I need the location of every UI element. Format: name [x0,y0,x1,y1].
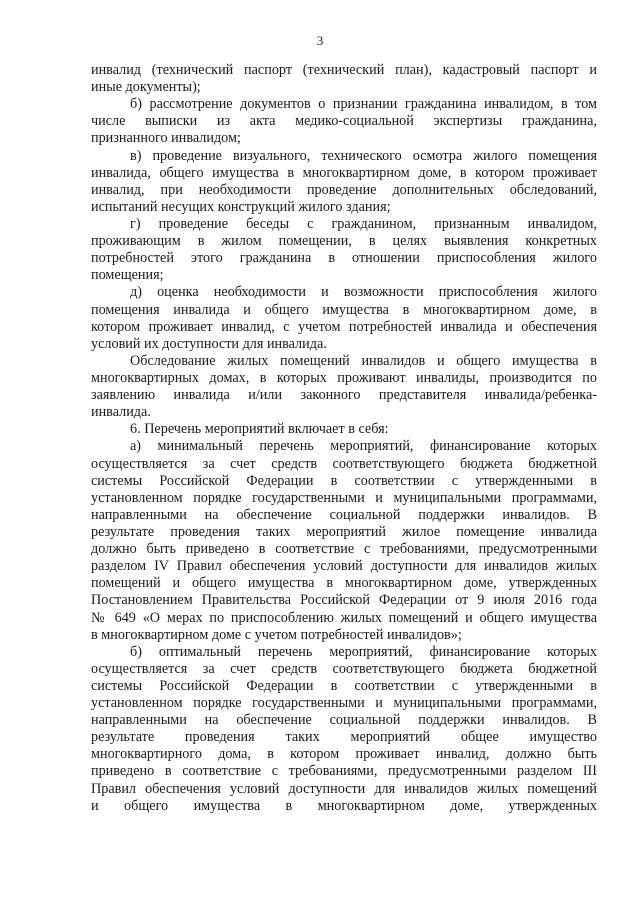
text-line: испытаний несущих конструкций жилого здания; [91,198,391,215]
text-line: заявлению инвалида и/или законного представителя инвалида/ребенка- [91,387,597,404]
text-line: результате проведения таких мероприятий жилое помещение инвалида [91,523,597,540]
text-line: инвалида, общего имущества в многоквартирном доме, в котором проживает [91,164,597,181]
text-line: в) проведение визуального, технического осмотра жилого помещения [130,147,597,164]
text-line: а) минимальный перечень мероприятий, финансирование которых [130,438,597,455]
text-line: котором проживает инвалид, с учетом потребностей инвалида и обеспечения [91,318,597,335]
text-line: инвалида. [91,404,151,421]
text-line: осуществляется за счет средств соответствующего бюджета бюджетной [91,455,597,472]
text-line: инвалид, при необходимости проведение дополнительных обследований, [91,181,597,198]
text-line: б) рассмотрение документов о признании гражданина инвалидом, в том [130,96,597,113]
text-line: должно быть приведено в соответствие с требованиями, предусмотренными [91,541,597,558]
text-line: направленными на обеспечение социальной поддержки инвалидов. В [91,506,597,523]
text-line: Обследование жилых помещений инвалидов и общего имущества в [130,352,597,369]
text-line: признанного инвалидом; [91,130,241,147]
text-line: г) проведение беседы с гражданином, признанным инвалидом, [130,215,597,232]
text-line: и общего имущества в многоквартирном доме, утвержденных [91,797,597,814]
text-line: осуществляется за счет средств соответствующего бюджета бюджетной [91,660,597,677]
text-line: б) оптимальный перечень мероприятий, финансирование которых [130,643,597,660]
text-line: условий их доступности для инвалида. [91,335,327,352]
text-line: системы Российской Федерации в соответствии с утвержденными в [91,472,597,489]
body-text [91,62,597,815]
text-line: проживающим в жилом помещении, в целях выявления конкретных [91,233,597,250]
text-line: № 649 «О мерах по приспособлению жилых помещений и общего имущества [91,609,597,626]
text-line: числе выписки из акта медико-социальной экспертизы гражданина, [91,113,597,130]
text-line: 6. Перечень мероприятий включает в себя: [130,421,389,438]
text-line: установленном порядке государственными и муниципальными программами, [91,489,597,506]
text-line: д) оценка необходимости и возможности приспособления жилого [130,284,597,301]
text-line: в многоквартирном доме с учетом потребностей инвалидов»; [91,626,462,643]
text-line: направленными на обеспечение социальной поддержки инвалидов. В [91,712,597,729]
text-line: помещения; [91,267,164,284]
text-line: помещений и общего имущества в многоквартирном доме, утвержденных [91,575,597,592]
text-line: многоквартирных домах, в которых проживают инвалиды, производится по [91,369,597,386]
text-line: инвалид (технический паспорт (технический план), кадастровый паспорт и [91,62,597,78]
text-line: иные документы); [91,79,201,96]
text-line: потребностей этого гражданина в отношении приспособления жилого [91,250,597,267]
text-line: результате проведения таких мероприятий общее имущество [91,729,597,746]
text-line: разделом IV Правил обеспечения условий доступности для инвалидов жилых [91,558,597,575]
text-line: системы Российской Федерации в соответствии с утвержденными в [91,677,597,694]
text-line: приведено в соответствие с требованиями, предусмотренными разделом III [91,763,597,780]
text-line: помещения инвалида и общего имущества в многоквартирном доме, в [91,301,597,318]
text-line: Правил обеспечения условий доступности для инвалидов жилых помещений [91,780,597,797]
text-line: многоквартирного дома, в котором проживает инвалид, должно быть [91,746,597,763]
text-line: установленном порядке государственными и муниципальными программами, [91,695,597,712]
text-line: Постановлением Правительства Российской Федерации от 9 июля 2016 года [91,592,597,609]
page-number: 3 [316,33,324,48]
